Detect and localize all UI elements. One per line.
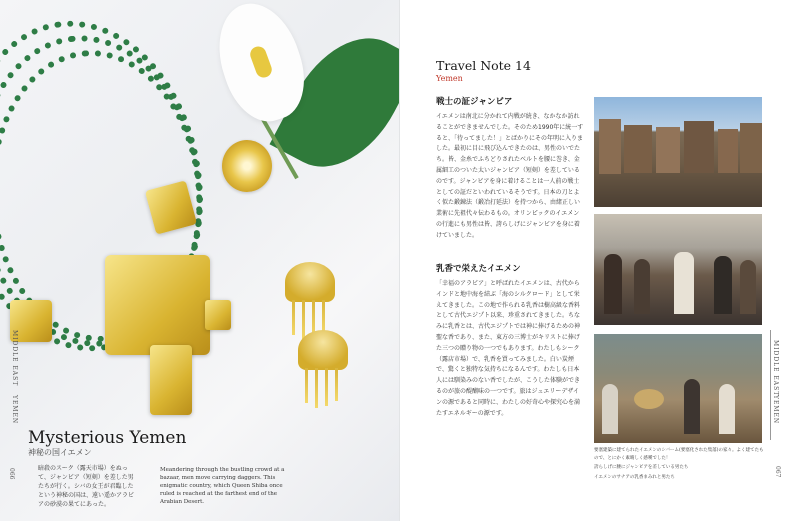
- earring-tassel: [325, 368, 328, 406]
- person: [604, 254, 622, 314]
- building: [718, 129, 738, 173]
- building: [599, 119, 621, 174]
- side-label-country-right: YEMEN: [772, 395, 779, 425]
- basket: [634, 389, 664, 409]
- section-heading-1: 戦士の証ジャンビア: [436, 97, 513, 107]
- building: [624, 125, 652, 173]
- earring-bottom-image: [298, 330, 348, 370]
- photo-caption-2: 誇らしげに腰にジャンビアを差している男たち: [594, 465, 689, 470]
- pendant-drop-image: [150, 345, 192, 415]
- building: [684, 121, 714, 173]
- necklace-pendant-image: [105, 255, 210, 355]
- section-paragraph-1: イエメンは南北に分かれて内戦が続き、なかなか訪れることができませんでした。そのため1990年に統一すると、「待ってました！」とばかりにその年明に入りました。最初に目に飛び込んできたのは、男性のいでたち。皆、金糸でふちどりされたベルトを腰に巻き、金属細工のついた太いジャンビア（短剣）を差しているのです。ジャンビアを身に着けることは一人前の戦士としての証だといわれているそうです。日本の刀とよく似た鍛錬法（鍛冶打延法）を持つから、由緒正しい業術に先祖代々伝わるもの。オリンピックのイエメンの行進にも男性は皆、誇らしげにジャンビアを身に着けていました。: [436, 113, 584, 239]
- person: [740, 260, 756, 314]
- side-label-region: MIDDLE EAST: [11, 330, 18, 387]
- earring-tassel: [315, 368, 318, 408]
- earring-tassel: [305, 368, 308, 403]
- earring-top-image: [285, 262, 335, 302]
- feature-title: Mysterious Yemen: [28, 428, 187, 448]
- earring-tassel: [302, 300, 305, 340]
- feature-body-japanese: 暗殺のスーク（露天市場）をぬって、ジャンビア（短剣）を差した男たちが行く。シバの女王が君臨したという神秘の国は、遠い遥かアラビアの砂漠の果てにあった。: [38, 465, 135, 508]
- photo-shibam-houses: [594, 97, 762, 207]
- person: [602, 384, 618, 434]
- earring-tassel: [292, 300, 295, 335]
- feature-subtitle: 神秘の国イエメン: [28, 448, 92, 457]
- side-label-region-right: MIDDLE EAST: [772, 340, 779, 397]
- page-number-left: 066: [8, 468, 15, 480]
- charm-image: [205, 300, 231, 330]
- person: [714, 256, 732, 314]
- earring-tassel: [335, 368, 338, 401]
- person: [684, 379, 700, 434]
- earring-tassel: [322, 300, 325, 333]
- page-number-right: 067: [774, 466, 781, 478]
- side-label-country: YEMEN: [11, 395, 18, 425]
- ring-image: [222, 140, 272, 192]
- section-heading-2: 乳香で栄えたイエメン: [436, 264, 521, 274]
- right-page: [400, 0, 800, 521]
- travel-note-country: Yemen: [436, 74, 463, 83]
- section-paragraph-2: 「幸福のアラビア」と呼ばれたイエメンは、古代からインドと地中海を結ぶ「海のシルクロード」として栄えてきました。この地で作られる乳香は樹高級な香料として古代エジプト以来、珍重されてきました。ちなみに乳香とは、古代エジプトでは神に捧げるための神聖な香であり、また、東方の三博士がキリストに捧げた三つの贈り物の一つでもあります。わたしもシーク（露店市場）で、乳香を買ってみました。白い炭煙で、驚くと独特な気持ちになるんです。わたしも日本人には馴染みのない香でしたが、こうした体験ができるのが旅の醍醐味の一つです。旅はジュエリーデザインの源であると同時に、わたしの好奇心や探究心を満たすエネルギーの源です。: [436, 280, 581, 417]
- building: [656, 127, 680, 173]
- photo-caption-3: イエメンのサナアの乳香まみれと男たち: [594, 475, 675, 480]
- person: [634, 259, 650, 314]
- photo-caption-1: 要塞建築に建てられたイエメンのシバーム(要塞化された集落)の家々。よく建てたもので、とにかく素晴しく感嘆でした！: [594, 448, 764, 461]
- person: [674, 252, 694, 314]
- building: [740, 123, 762, 173]
- photo-sanaa-market: [594, 334, 762, 443]
- person: [719, 384, 735, 434]
- travel-note-title: Travel Note 14: [436, 58, 531, 73]
- photo-men-with-jambiya: [594, 214, 762, 325]
- feature-body-english: Meandering through the bustling crowd at a bazaar, men move carrying daggers. This enigmatic country, which Queen Shiba once ruled is reached at the farthest end of the Arabian Desert.: [160, 467, 285, 505]
